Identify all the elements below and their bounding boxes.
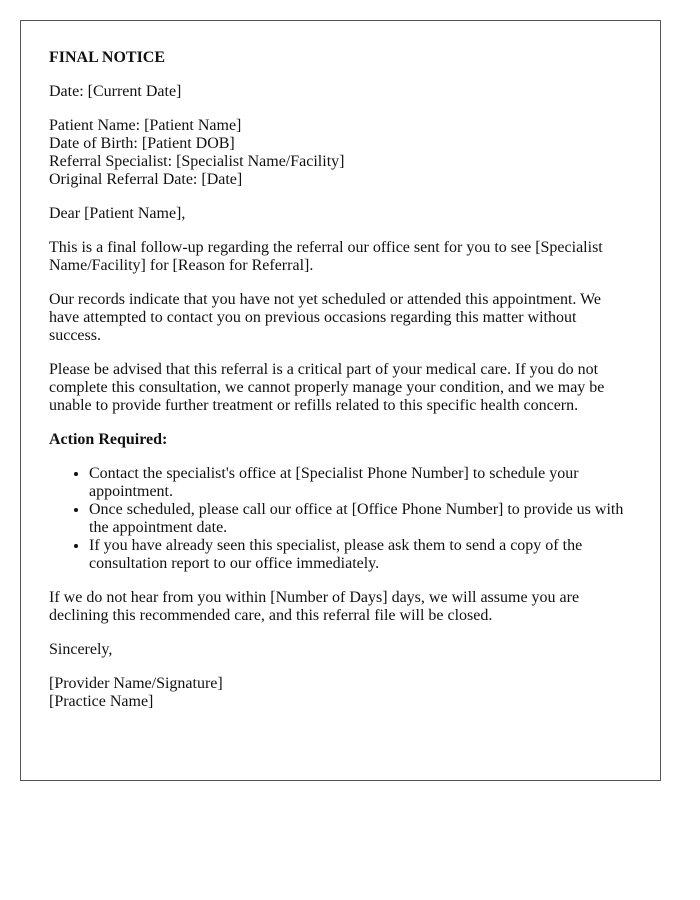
action-list (49, 465, 632, 573)
closing-paragraph: If we do not hear from you within [Number of Days] days, we will assume you are declining this recommended care, and this referral file will be closed. (49, 589, 580, 624)
salutation: Dear [Patient Name], (49, 205, 186, 222)
provider-name: [Provider Name/Signature] (49, 675, 223, 692)
action-heading: Action Required: (49, 431, 168, 448)
paragraph: Please be advised that this referral is a critical part of your medical care. If you do not complete this consultation, we cannot properly manage your condition, and we may be unable to provide further treatment or refills related to this specific health concern. (49, 361, 605, 414)
letter (20, 20, 661, 781)
practice-name: [Practice Name] (49, 693, 154, 710)
paragraph: This is a final follow-up regarding the referral our office sent for you to see [Specialist Name/Facility] for [Reason for Referral]. (49, 239, 603, 274)
patient-name-line: Patient Name: [Patient Name] (49, 117, 242, 134)
patient-info (49, 117, 632, 189)
specialist-line: Referral Specialist: [Specialist Name/Facility] (49, 153, 345, 170)
action-item: • Once scheduled, please call our office at [Office Phone Number] to provide us with the appointment date. (89, 501, 632, 537)
dob-line: Date of Birth: [Patient DOB] (49, 135, 235, 152)
referral-date-line: Original Referral Date: [Date] (49, 171, 243, 188)
signoff: Sincerely, (49, 641, 113, 658)
letter-title: FINAL NOTICE (49, 49, 166, 66)
signature-block (49, 675, 632, 711)
action-item: • If you have already seen this specialist, please ask them to send a copy of the consultation report to our office immediately. (89, 537, 632, 573)
date-line: Date: [Current Date] (49, 83, 182, 100)
action-item: • Contact the specialist's office at [Specialist Phone Number] to schedule your appointment. (89, 465, 632, 501)
paragraph: Our records indicate that you have not yet scheduled or attended this appointment. We have attempted to contact you on previous occasions regarding this matter without success. (49, 291, 602, 344)
